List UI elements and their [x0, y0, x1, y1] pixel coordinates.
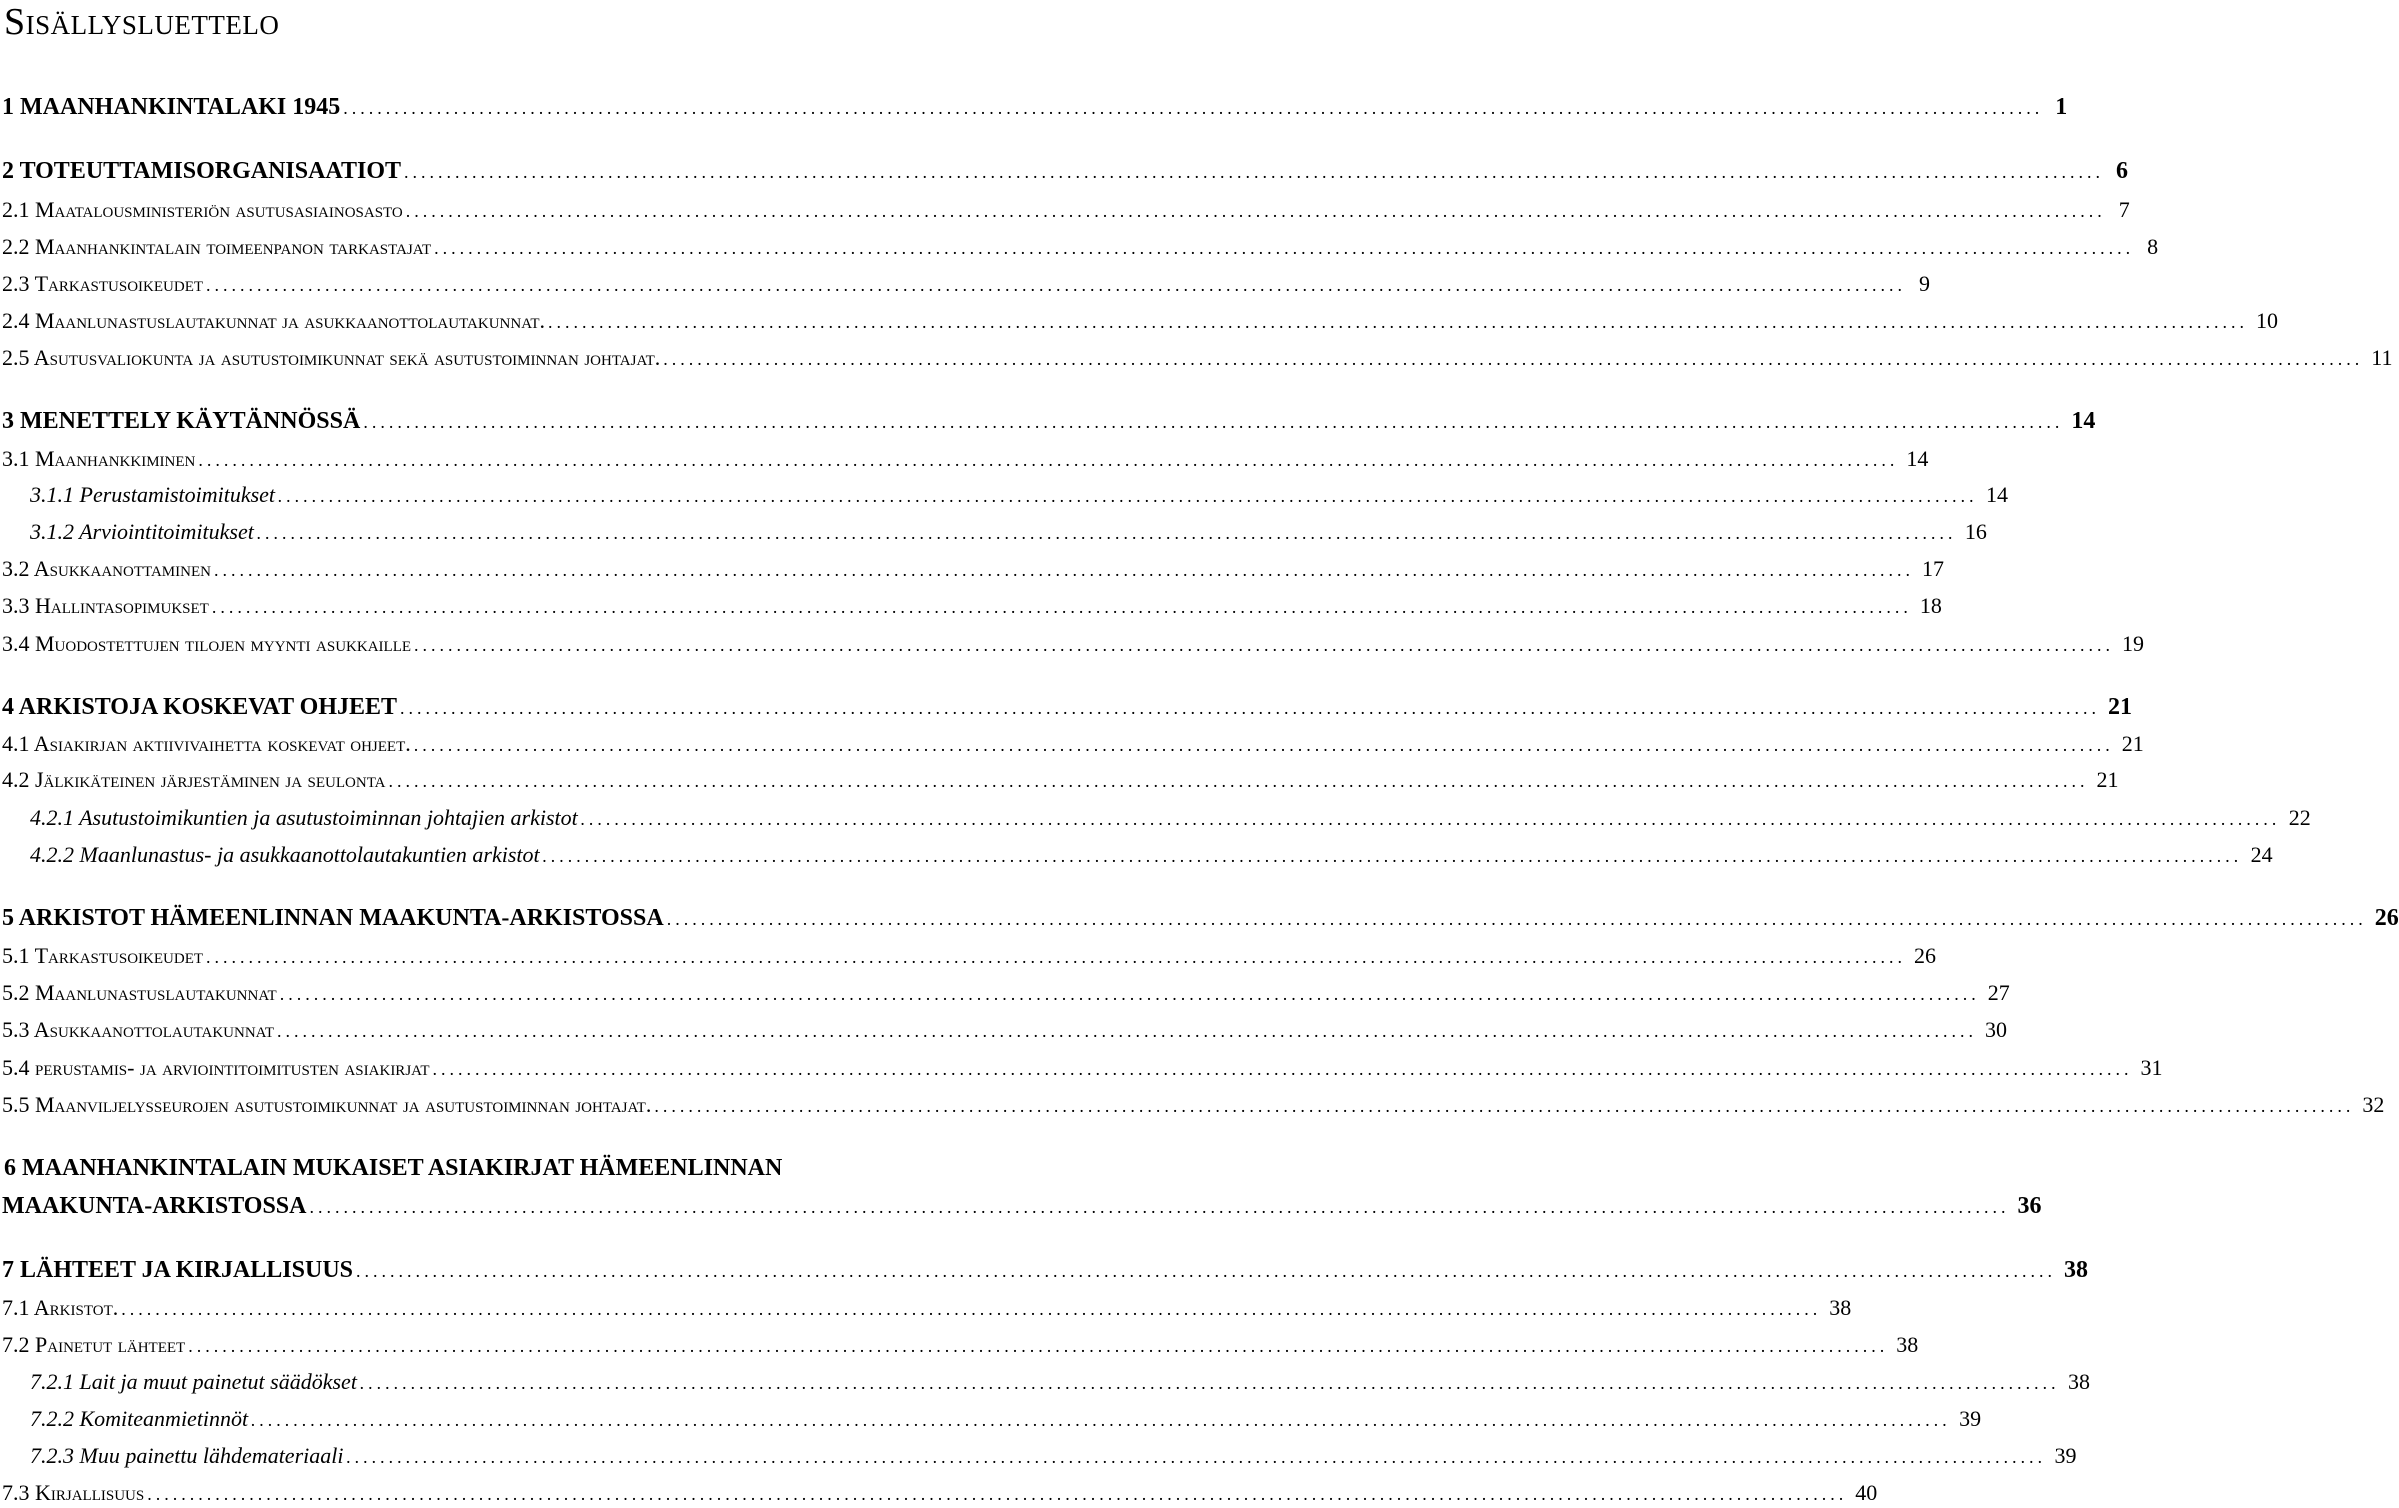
leader-dots: ........................................................................................................................................................................................................ — [279, 984, 1980, 1004]
toc-entry-label: 7.2.3 Muu painettu lähdemateriaali — [30, 1443, 344, 1468]
leader-dots: ........................................................................................................................................................................................................ — [405, 201, 2106, 221]
toc-page-number: 1 — [2055, 94, 2068, 120]
toc-entry[interactable] — [0, 234, 2159, 260]
toc-page-number: 14 — [1906, 446, 1929, 471]
toc-entry[interactable] — [0, 767, 2119, 793]
toc-entry-label: 5.2 Maanlunastuslautakunnat — [2, 980, 277, 1005]
toc-entry[interactable] — [0, 731, 2144, 757]
toc-entry-label: 5.5 Maanviljelysseurojen asutustoimikunnat ja asutustoiminnan johtajat. — [2, 1092, 652, 1117]
leader-dots: ........................................................................................................................................................................................................ — [548, 312, 2249, 332]
leader-dots: ........................................................................................................................................................................................................ — [356, 1261, 2056, 1281]
toc-entry[interactable] — [0, 1092, 2385, 1118]
toc-entry[interactable] — [0, 1017, 2008, 1043]
toc-entry[interactable] — [0, 1443, 2077, 1469]
toc-entry-label: 4.2.2 Maanlunastus- ja asukkaanottolautakuntien arkistot — [30, 842, 540, 867]
toc-page-number: 14 — [1986, 482, 2009, 507]
toc-entry[interactable] — [0, 1257, 2088, 1284]
toc-page-number: 27 — [1987, 980, 2010, 1005]
toc-entry-label: 2.5 Asutusvaliokunta ja asutustoimikunnat sekä asutustoiminnan johtajat. — [2, 345, 661, 370]
toc-entry-label: 5 ARKISTOT HÄMEENLINNAN MAAKUNTA-ARKISTOSSA — [2, 905, 664, 931]
toc-page-number: 7 — [2118, 197, 2130, 222]
leader-dots: ........................................................................................................................................................................................................ — [414, 635, 2115, 655]
leader-dots: ........................................................................................................................................................................................................ — [206, 275, 1907, 295]
toc-entry[interactable] — [0, 1193, 2042, 1220]
toc-entry-label: 3.3 Hallintasopimukset — [2, 593, 209, 618]
toc-page-number: 21 — [2108, 694, 2133, 720]
toc-page-number: 39 — [1959, 1406, 1982, 1431]
leader-dots: ........................................................................................................................................................................................................ — [277, 1021, 1978, 1041]
toc-page-number: 24 — [2250, 842, 2273, 867]
leader-dots: ........................................................................................................................................................................................................ — [251, 1410, 1952, 1430]
toc-page-number: 39 — [2054, 1443, 2077, 1468]
toc-entry[interactable] — [0, 1332, 1919, 1358]
toc-entry-label: 5.1 Tarkastusoikeudet — [2, 943, 204, 968]
toc-entry-label: 4.2 Jälkikäteinen järjestäminen ja seulonta — [2, 767, 386, 792]
toc-page-number: 38 — [1896, 1332, 1919, 1357]
toc-entry[interactable] — [0, 694, 2133, 721]
leader-dots: ........................................................................................................................................................................................................ — [121, 1299, 1822, 1319]
toc-entry-label: 4 ARKISTOJA KOSKEVAT OHJEET — [2, 694, 398, 720]
leader-dots: ........................................................................................................................................................................................................ — [363, 412, 2064, 432]
toc-page-number: 14 — [2071, 408, 2096, 434]
toc-entry[interactable] — [0, 446, 1929, 472]
leader-dots: ........................................................................................................................................................................................................ — [654, 1096, 2355, 1116]
leader-dots: ........................................................................................................................................................................................................ — [343, 98, 2044, 118]
toc-entry-label: 7.1 Arkistot. — [2, 1295, 119, 1320]
toc-page-number: 11 — [2371, 345, 2393, 370]
toc-page-number: 16 — [1964, 519, 1987, 544]
toc-entry-label: 5.3 Asukkaanottolautakunnat — [2, 1017, 275, 1042]
leader-dots: ........................................................................................................................................................................................................ — [432, 1059, 2133, 1079]
toc-entry-label: 3.1.1 Perustamistoimitukset — [30, 482, 276, 507]
toc-entry[interactable] — [0, 943, 1937, 969]
toc-entry-label: 7.2.2 Komiteanmietinnöt — [30, 1406, 249, 1431]
toc-entry[interactable] — [0, 593, 1942, 619]
toc-entry[interactable] — [0, 197, 2130, 223]
toc-entry[interactable] — [0, 842, 2273, 868]
toc-entry-heading-line[interactable]: 6 MAANHANKINTALAIN MUKAISET ASIAKIRJAT HÄMEENLINNAN — [4, 1155, 783, 1181]
toc-entry[interactable] — [0, 1369, 2090, 1395]
toc-entry[interactable] — [0, 556, 1944, 582]
toc-page-number: 38 — [2064, 1257, 2088, 1283]
toc-entry-label: 3.4 Muodostettujen tilojen myynti asukkaille — [2, 631, 412, 656]
toc-entry[interactable] — [0, 1295, 1852, 1321]
toc-entry[interactable] — [0, 980, 2010, 1006]
leader-dots: ........................................................................................................................................................................................................ — [359, 1373, 2060, 1393]
leader-dots: ........................................................................................................................................................................................................ — [213, 560, 1914, 580]
toc-entry-label: 2.2 Maanhankintalain toimeenpanon tarkastajat — [2, 234, 432, 259]
toc-page-number: 18 — [1919, 593, 1942, 618]
leader-dots: ........................................................................................................................................................................................................ — [206, 947, 1907, 967]
leader-dots: ........................................................................................................................................................................................................ — [388, 771, 2089, 791]
leader-dots: ........................................................................................................................................................................................................ — [666, 909, 2367, 929]
toc-page-number: 6 — [2116, 158, 2128, 184]
toc-entry[interactable] — [0, 905, 2399, 932]
leader-dots: ........................................................................................................................................................................................................ — [147, 1484, 1848, 1504]
toc-entry[interactable] — [0, 345, 2393, 371]
toc-entry-label: 2.3 Tarkastusoikeudet — [2, 271, 204, 296]
toc-page-number: 36 — [2017, 1193, 2042, 1219]
toc-page-number: 32 — [2362, 1092, 2385, 1117]
leader-dots: ........................................................................................................................................................................................................ — [542, 846, 2243, 866]
toc-entry-label: 2.4 Maanlunastuslautakunnat ja asukkaanottolautakunnat. — [2, 308, 546, 333]
toc-page-number: 30 — [1985, 1017, 2008, 1042]
toc-entry-label: 3.1.2 Arviointitoimitukset — [30, 519, 254, 544]
toc-entry[interactable] — [0, 1406, 1982, 1432]
toc-entry[interactable] — [0, 94, 2068, 121]
toc-entry[interactable] — [0, 1055, 2163, 1081]
toc-page-number: 26 — [2374, 905, 2399, 931]
leader-dots: ........................................................................................................................................................................................................ — [278, 486, 1979, 506]
toc-entry[interactable] — [0, 482, 2009, 508]
leader-dots: ........................................................................................................................................................................................................ — [580, 809, 2281, 829]
toc-entry[interactable] — [0, 519, 1987, 545]
toc-entry[interactable] — [0, 631, 2145, 657]
toc-page-number: 17 — [1921, 556, 1944, 581]
toc-entry[interactable] — [0, 408, 2096, 435]
toc-entry-label: 3.2 Asukkaanottaminen — [2, 556, 211, 581]
toc-entry-label: 7.2.1 Lait ja muut painetut säädökset — [30, 1369, 357, 1394]
leader-dots: ........................................................................................................................................................................................................ — [413, 735, 2114, 755]
toc-entry-label: 5.4 perustamis- ja arviointitoimitusten asiakirjat — [2, 1055, 430, 1080]
toc-page-number: 10 — [2256, 308, 2279, 333]
leader-dots: ........................................................................................................................................................................................................ — [309, 1197, 2010, 1217]
toc-entry-label: 7 LÄHTEET JA KIRJALLISUUS — [2, 1257, 353, 1283]
toc-entry[interactable] — [0, 805, 2311, 831]
toc-page-number: 22 — [2288, 805, 2311, 830]
toc-entry-label: MAAKUNTA-ARKISTOSSA — [2, 1193, 307, 1219]
toc-page-number: 9 — [1919, 271, 1931, 296]
toc-page-number: 8 — [2147, 234, 2159, 259]
toc-entry-label: 4.1 Asiakirjan aktiivivaihetta koskevat ohjeet. — [2, 731, 411, 756]
leader-dots: ........................................................................................................................................................................................................ — [198, 450, 1899, 470]
toc-entry-label: 2 TOTEUTTAMISORGANISAATIOT — [2, 158, 401, 184]
toc-entry[interactable] — [0, 271, 1931, 297]
toc-page-number: 26 — [1914, 943, 1937, 968]
toc-entry-label: 3 MENETTELY KÄYTÄNNÖSSÄ — [2, 408, 361, 434]
toc-entry[interactable] — [0, 308, 2279, 334]
leader-dots: ........................................................................................................................................................................................................ — [346, 1447, 2047, 1467]
leader-dots: ........................................................................................................................................................................................................ — [400, 698, 2101, 718]
toc-page-number: 40 — [1855, 1480, 1878, 1505]
leader-dots: ........................................................................................................................................................................................................ — [434, 238, 2135, 258]
toc-page-number: 19 — [2122, 631, 2145, 656]
leader-dots: ........................................................................................................................................................................................................ — [211, 597, 1912, 617]
leader-dots: ........................................................................................................................................................................................................ — [188, 1336, 1889, 1356]
toc-entry[interactable] — [0, 1480, 1878, 1506]
toc-entry-label: 1 MAANHANKINTALAKI 1945 — [2, 94, 341, 120]
toc-entry-label: 3.1 Maanhankkiminen — [2, 446, 196, 471]
toc-page-number: 31 — [2140, 1055, 2163, 1080]
toc-entry-label: 7.2 Painetut lähteet — [2, 1332, 186, 1357]
toc-entry-label: 7.3 Kirjallisuus — [2, 1480, 145, 1505]
toc-page-number: 21 — [2121, 731, 2144, 756]
leader-dots: ........................................................................................................................................................................................................ — [663, 349, 2364, 369]
toc-entry[interactable] — [0, 158, 2128, 185]
toc-page-number: 21 — [2096, 767, 2119, 792]
page-title: Sisällysluettelo — [4, 1, 280, 43]
toc-entry-label: 4.2.1 Asutustoimikuntien ja asutustoiminnan johtajien arkistot — [30, 805, 578, 830]
toc-page-number: 38 — [2067, 1369, 2090, 1394]
leader-dots: ........................................................................................................................................................................................................ — [256, 523, 1957, 543]
leader-dots: ........................................................................................................................................................................................................ — [404, 162, 2104, 182]
toc-page-number: 38 — [1829, 1295, 1852, 1320]
toc-entry-label: 2.1 Maatalousministeriön asutusasiainosasto — [2, 197, 403, 222]
